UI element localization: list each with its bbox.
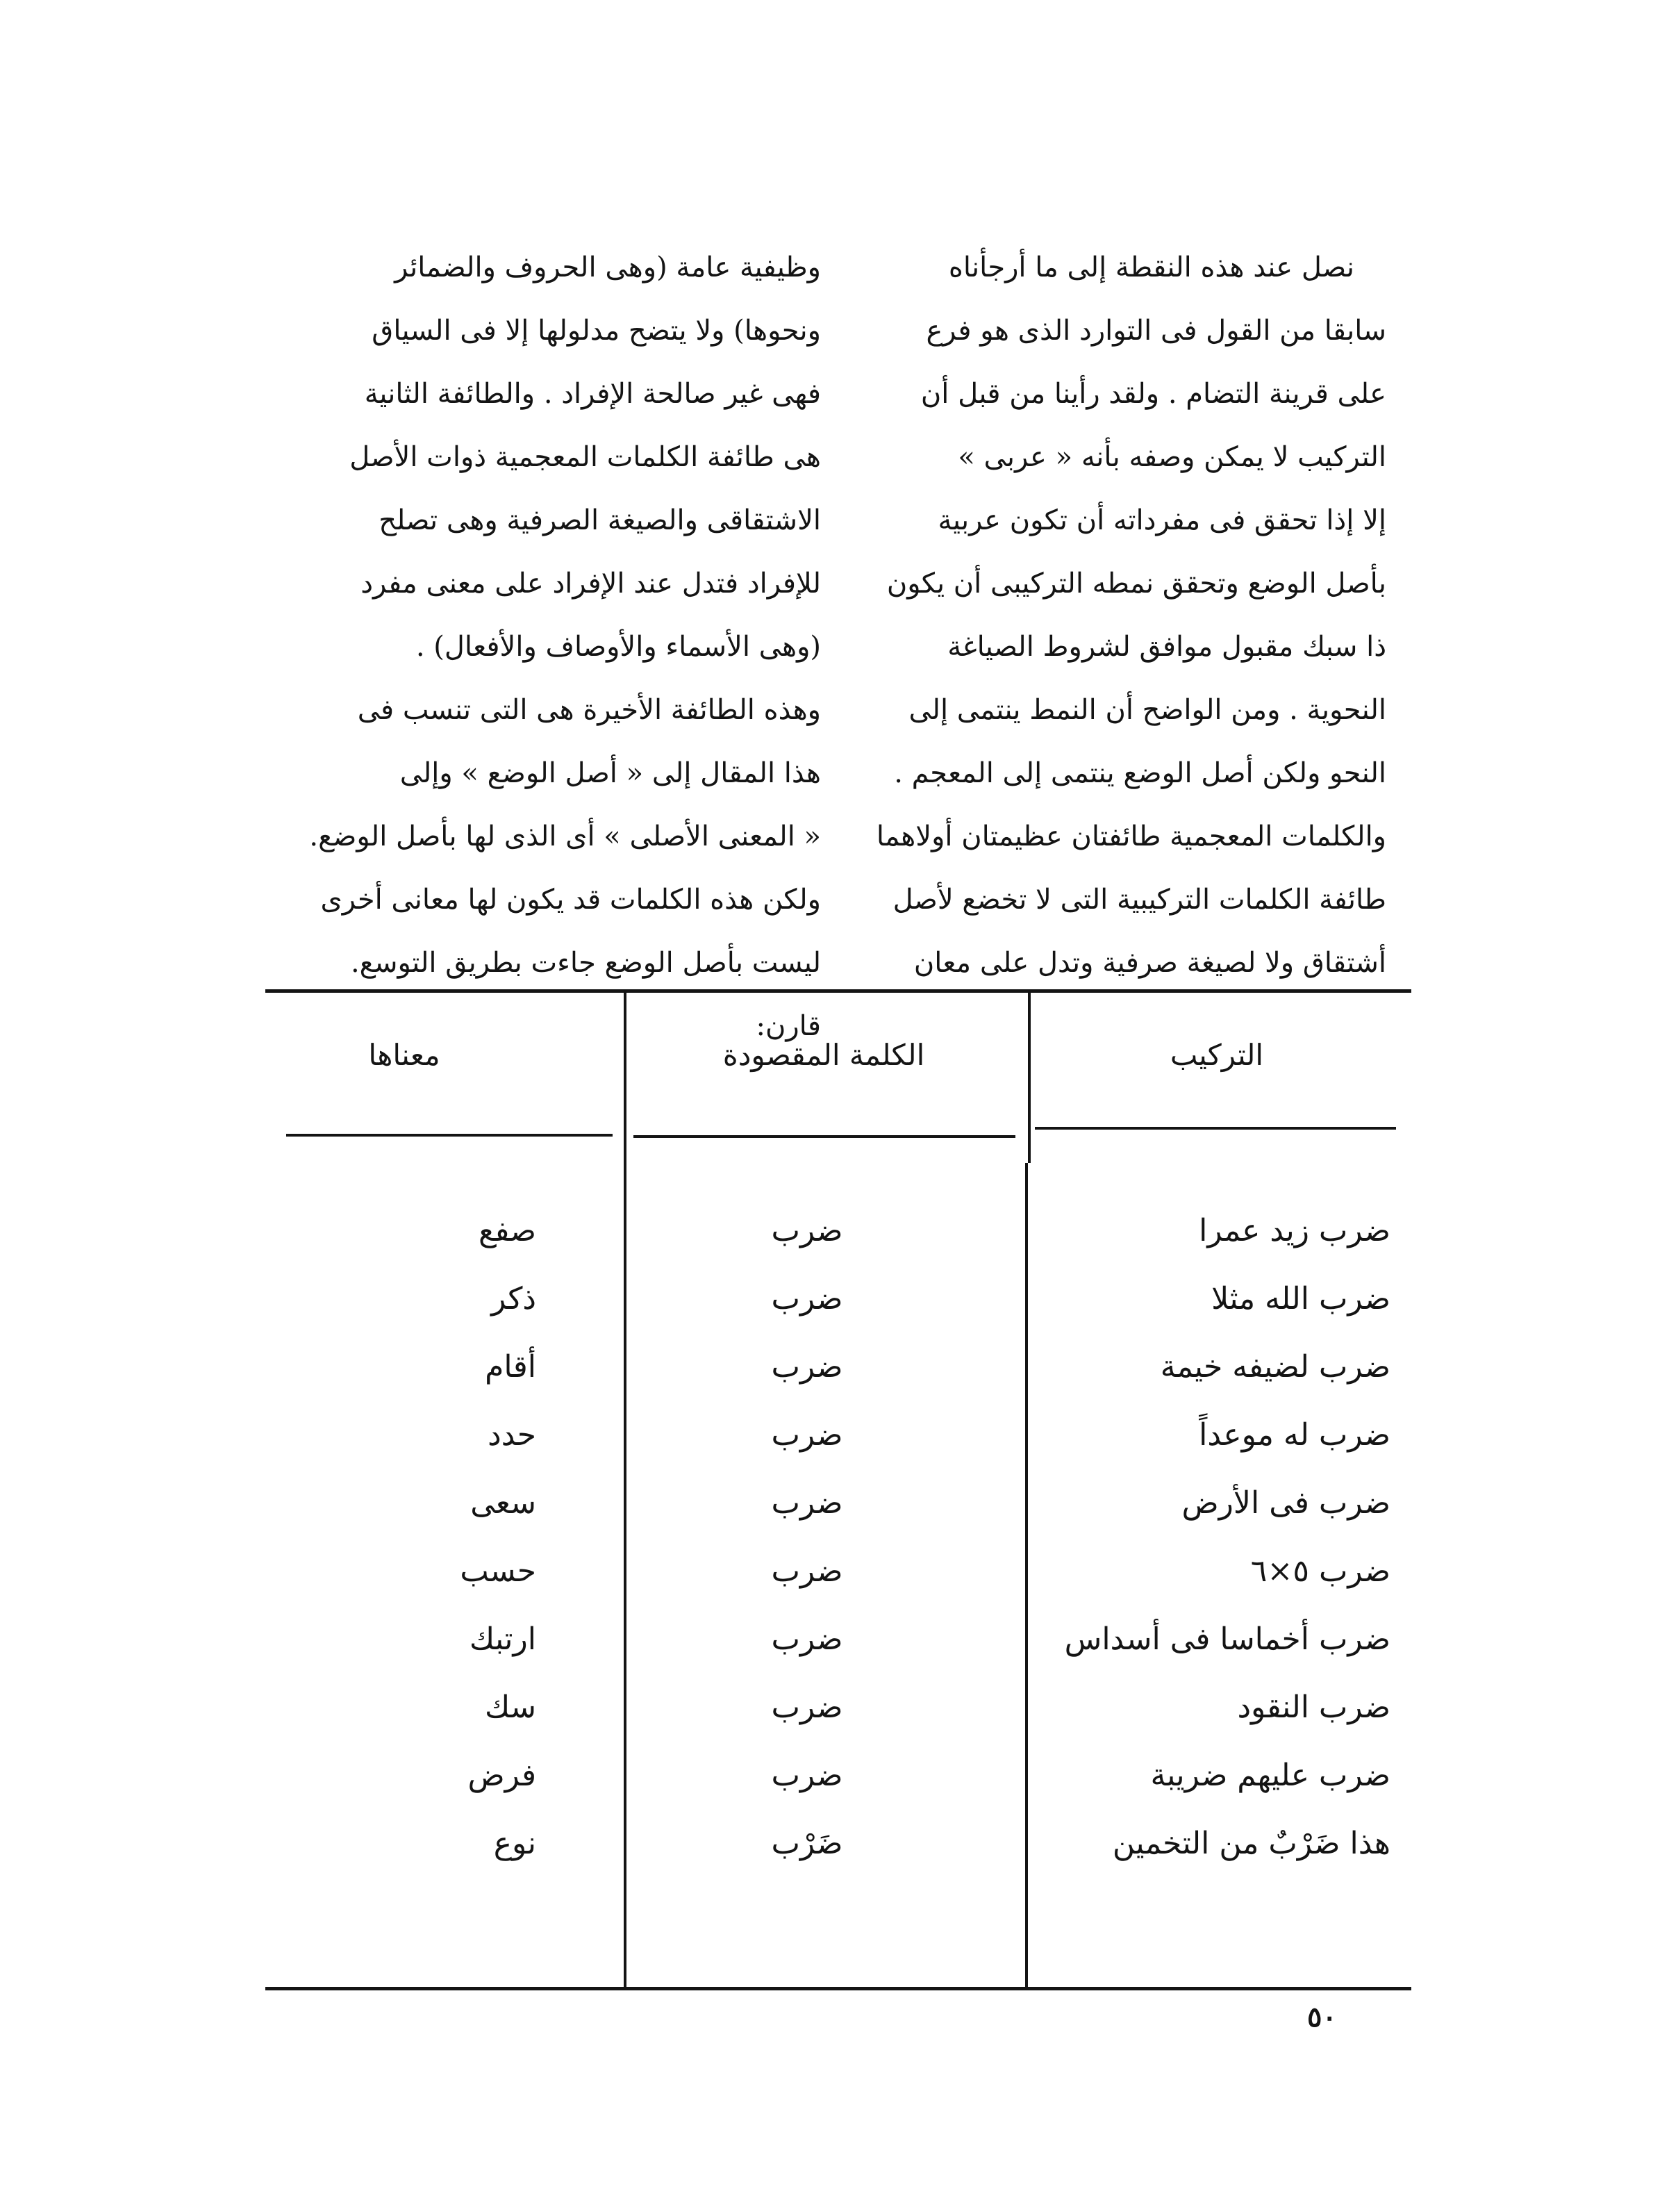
word-cell: ضرب [771,1758,843,1793]
table-body [265,1213,1411,1894]
word-cell: ضرب [771,1349,843,1385]
phrase-cell: ضرب فى الأرض [1181,1485,1390,1521]
header-underline [633,1135,1015,1138]
word-cell: ضرب [771,1485,843,1521]
text-line: والكلمات المعجمية طائفتان عظيمتان أولاهما [876,820,1386,852]
meaning-cell: ذكر [491,1281,536,1317]
table-row [265,1758,1411,1826]
meaning-cell: ارتبك [469,1621,536,1657]
phrase-cell: ضرب له موعداً [1199,1417,1390,1453]
text-line: الاشتقاقى والصيغة الصرفية وهى تصلح [379,504,821,536]
word-cell: ضَرْب [771,1826,843,1861]
text-line: فهى غير صالحة الإفراد . والطائفة الثانية [364,378,821,410]
table-row [265,1553,1411,1621]
word-cell: ضرب [771,1281,843,1317]
meaning-cell: نوع [493,1826,536,1861]
text-line: ونحوها) ولا يتضح مدلولها إلا فى السياق [372,315,821,347]
table-row [265,1690,1411,1758]
phrase-cell: ضرب ٥×٦ [1250,1553,1390,1589]
meaning-cell: صفع [478,1213,536,1248]
meaning-cell: حدد [488,1417,536,1453]
text-line: ذا سبك مقبول موافق لشروط الصياغة [947,631,1386,663]
text-line: وظيفية عامة (وهى الحروف والضمائر [394,251,821,283]
phrase-cell: ضرب عليهم ضريبة [1150,1758,1390,1793]
word-cell: ضرب [771,1690,843,1725]
header-phrase: التركيب [1170,1038,1264,1072]
table-row [265,1621,1411,1690]
text-line: هى طائفة الكلمات المعجمية ذوات الأصل [349,441,821,473]
header-meaning: معناها [368,1038,440,1072]
page-number: ٥٠ [1307,2001,1337,2033]
table-bottom-rule [265,1987,1411,1990]
meaning-cell: سعى [470,1485,536,1521]
table-row [265,1417,1411,1485]
text-line: « المعنى الأصلى » أى الذى لها بأصل الوضع. [309,820,821,852]
table-row [265,1349,1411,1417]
text-line: التركيب لا يمكن وصفه بأنه « عربى » [958,441,1386,473]
text-line: بأصل الوضع وتحقق نمطه التركيبى أن يكون [886,568,1386,600]
word-cell: ضرب [771,1213,843,1248]
table-row [265,1281,1411,1349]
text-line: نصل عند هذه النقطة إلى ما أرجأناه [948,251,1354,283]
phrase-cell: ضرب زيد عمرا [1199,1213,1390,1248]
table-row [265,1213,1411,1281]
text-line: وهذه الطائفة الأخيرة هى التى تنسب فى [357,694,821,726]
phrase-cell: هذا ضَرْبٌ من التخمين [1112,1826,1390,1861]
meaning-cell: أقام [485,1349,536,1385]
text-line: ليست بأصل الوضع جاءت بطريق التوسع. [350,947,821,979]
table-row [265,1485,1411,1553]
phrase-cell: ضرب النقود [1237,1690,1390,1725]
right-text-column [831,236,1386,995]
text-line: على قرينة التضام . ولقد رأينا من قبل أن [920,378,1386,410]
word-cell: ضرب [771,1621,843,1657]
table-top-rule [265,989,1411,993]
text-line: هذا المقال إلى « أصل الوضع » وإلى [399,757,821,789]
meaning-cell: حسب [460,1553,536,1589]
word-cell: ضرب [771,1553,843,1589]
meaning-cell: سك [485,1690,536,1725]
header-word: الكلمة المقصودة [722,1038,925,1072]
left-text-column [265,236,821,1058]
text-line: طائفة الكلمات التركيبية التى لا تخضع لأصل [892,884,1386,916]
phrase-cell: ضرب أخماسا فى أسداس [1064,1621,1390,1657]
text-line: سابقا من القول فى التوارد الذى هو فرع [926,315,1386,347]
phrase-cell: ضرب الله مثلا [1211,1281,1390,1317]
text-line: النحوية . ومن الواضح أن النمط ينتمى إلى [908,694,1386,726]
text-line: (وهى الأسماء والأوصاف والأفعال) . [415,631,821,663]
text-line: إلا إذا تحقق فى مفرداته أن تكون عربية [938,504,1386,536]
text-line: أشتقاق ولا لصيغة صرفية وتدل على معان [913,947,1386,979]
header-underline [1035,1127,1396,1130]
comparison-table [265,989,1411,1990]
text-line: للإفراد فتدل عند الإفراد على معنى مفرد [360,568,821,600]
column-divider [1028,989,1031,1163]
word-cell: ضرب [771,1417,843,1453]
text-line: قارن: [756,1010,821,1042]
table-row [265,1826,1411,1894]
text-line: النحو ولكن أصل الوضع ينتمى إلى المعجم . [894,757,1386,789]
meaning-cell: فرض [467,1758,536,1793]
text-line: ولكن هذه الكلمات قد يكون لها معانى أخرى [320,884,821,916]
phrase-cell: ضرب لضيفه خيمة [1160,1349,1390,1385]
header-underline [286,1134,613,1137]
